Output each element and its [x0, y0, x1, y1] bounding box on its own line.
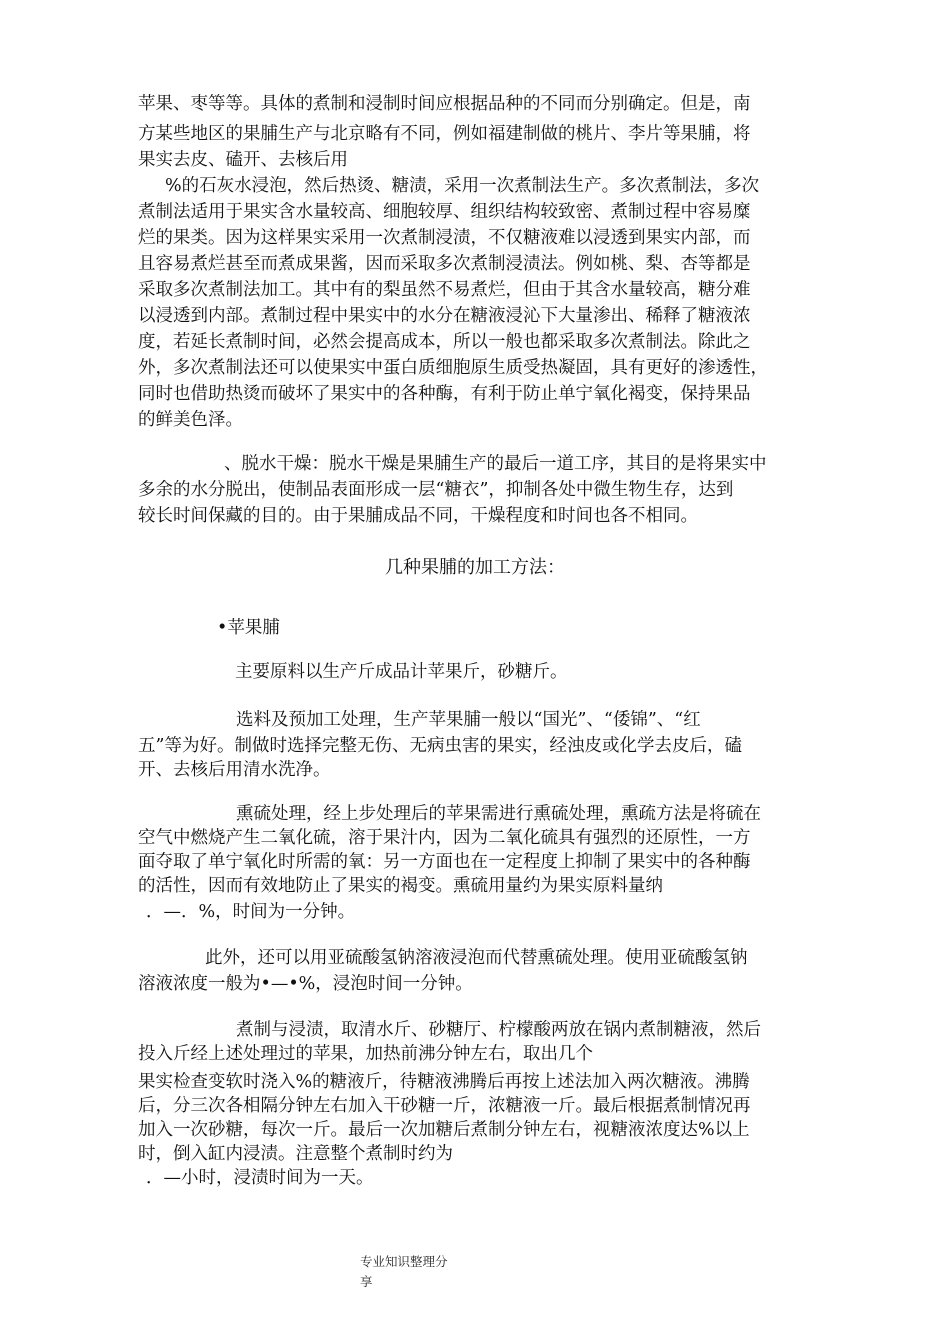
bullet-heading: •苹果脯 — [217, 618, 280, 638]
text-line: 溶液浓度一般为•—•%，浸泡时间一分钟。 — [138, 974, 473, 994]
text-line: 后，分三次各相隔分钟左右加入干砂糖一斤，浓糖液一斤。最后根据煮制情况再 — [138, 1096, 751, 1116]
text-line: ．—小时，浸渍时间为一天。 — [146, 1168, 374, 1188]
text-line: 此外，还可以用亚硫酸氢钠溶液浸泡而代替熏硫处理。使用亚硫酸氢钠 — [205, 948, 748, 968]
text-line: 主要原料以生产斤成品计苹果斤，砂糖斤。 — [235, 662, 568, 682]
text-line: 同时也借助热烫而破坏了果实中的各种酶，有利于防止单宁氧化褐变，保持果品 — [138, 384, 751, 404]
text-line: 较长时间保藏的目的。由于果脯成品不同，干燥程度和时间也各不相同。 — [138, 506, 698, 526]
text-line: 烂的果类。因为这样果实采用一次煮制浸渍，不仅糖液难以浸透到果实内部，而 — [138, 228, 751, 248]
text-line: 且容易煮烂甚至而煮成果酱，因而采取多次煮制浸渍法。例如桃、梨、杏等都是 — [138, 254, 751, 274]
text-line: 煮制法适用于果实含水量较高、细胞较厚、组织结构较致密、煮制过程中容易糜 — [138, 202, 751, 222]
text-line: 五”等为好。制做时选择完整无伤、无病虫害的果实，经浊皮或化学去皮后，磕 — [138, 736, 742, 756]
text-line: 、脱水干燥：脱水干燥是果脯生产的最后一道工序，其目的是将果实中 — [224, 454, 767, 474]
text-line: 果实去皮、磕开、去核后用 — [138, 150, 348, 170]
text-line: ．—．%，时间为一分钟。 — [146, 902, 356, 922]
text-line: 熏硫处理，经上步处理后的苹果需进行熏硫处理，熏疏方法是将硫在 — [236, 804, 761, 824]
text-line: 果实检查变软时浇入%的糖液斤，待糖液沸腾后再按上述法加入两次糖液。沸腾 — [138, 1072, 750, 1092]
text-line: 煮制与浸渍，取清水斤、砂糖厅、柠檬酸两放在锅内煮制糖液，然后 — [236, 1020, 761, 1040]
footer-text: 专业知识整理分 — [360, 1254, 448, 1269]
text-line: 方某些地区的果脯生产与北京略有不同，例如福建制做的桃片、李片等果脯，将 — [138, 124, 751, 144]
text-line: 采取多次煮制法加工。其中有的梨虽然不易煮烂，但由于其含水量较高，糖分难 — [138, 280, 751, 300]
text-line: %的石灰水浸泡，然后热烫、糖渍，采用一次煮制法生产。多次煮制法，多次 — [165, 176, 760, 196]
footer-text: 享 — [360, 1274, 373, 1289]
text-line: 的活性，因而有效地防止了果实的褐变。熏硫用量约为果实原料量纳 — [138, 876, 663, 896]
section-title: 几种果脯的加工方法： — [385, 557, 565, 578]
text-line: 加入一次砂糖，每次一斤。最后一次加糖后煮制分钟左右，视糖液浓度达%以上 — [138, 1120, 750, 1140]
text-line: 面夺取了单宁氧化时所需的氧：另一方面也在一定程度上抑制了果实中的各种酶 — [138, 852, 751, 872]
text-line: 多余的水分脱出，使制品表面形成一层“糖衣”，抑制各处中微生物生存，达到 — [138, 480, 734, 500]
text-line: 以浸透到内部。煮制过程中果实中的水分在糖液浸沁下大量渗出、稀释了糖液浓 — [138, 306, 751, 326]
text-line: 时，倒入缸内浸渍。注意整个煮制时约为 — [138, 1144, 453, 1164]
text-line: 苹果、枣等等。具体的煮制和浸制时间应根据品种的不同而分别确定。但是，南 — [138, 94, 751, 114]
text-line: 外，多次煮制法还可以使果实中蛋白质细胞原生质受热凝固，具有更好的渗透性， — [138, 358, 768, 378]
text-line: 度，若延长煮制时间，必然会提高成本，所以一般也都采取多次煮制法。除此之 — [138, 332, 751, 352]
text-line: 选料及预加工处理，生产苹果脯一般以“国光”、“倭锦”、“红 — [236, 710, 701, 730]
text-line: 的鲜美色泽。 — [138, 410, 243, 430]
text-line: 开、去核后用清水洗净。 — [138, 760, 331, 780]
text-line: 空气中燃烧产生二氧化硫，溶于果汁内，因为二氧化硫具有强烈的还原性，一方 — [138, 828, 751, 848]
text-line: 投入斤经上述处理过的苹果，加热前沸分钟左右，取出几个 — [138, 1044, 593, 1064]
